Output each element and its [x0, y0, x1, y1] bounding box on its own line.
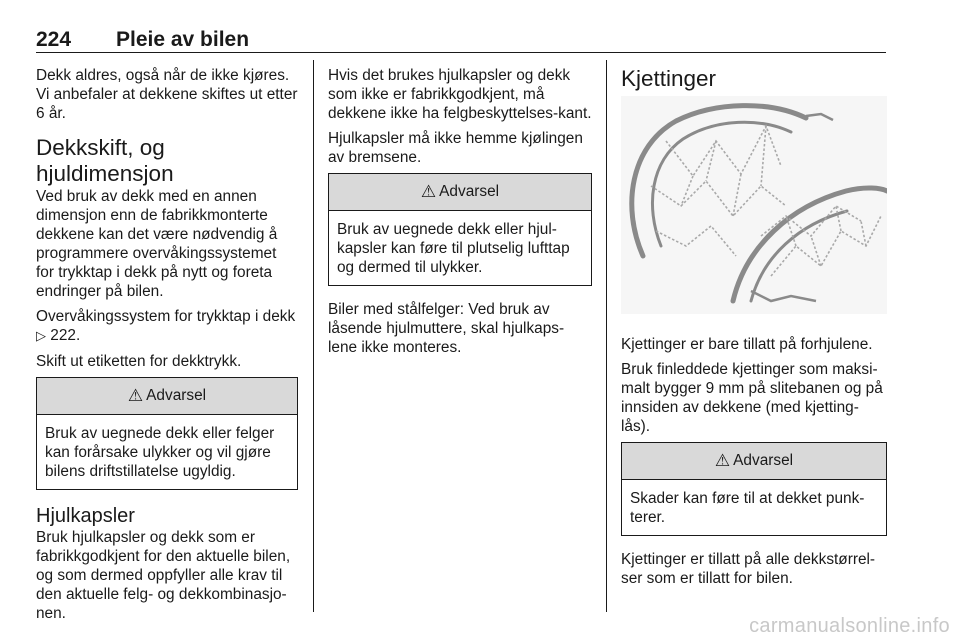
warning-triangle-icon: ⚠	[420, 182, 437, 202]
warning-triangle-icon: ⚠	[127, 386, 144, 406]
warning-box-header	[622, 443, 886, 480]
paragraph: Hvis det brukes hjulkapsler og dekk som ikke er fabrikkgodkjent, må dekkene ikke ha felgbeskyttelses-kant.	[328, 67, 592, 122]
page-header	[36, 28, 886, 53]
warning-text: Skader kan føre til at dekket punk-terer.	[630, 490, 865, 526]
warning-box-header	[329, 174, 591, 211]
page-reference-arrow-icon: ▷	[36, 329, 46, 344]
paragraph: Ved bruk av dekk med en annen dimensjon enn de fabrikkmonterte dekkene kan det være nødvendig å programmere overvåkingssystemet for trykktap i dekk på nytt og foreta endringer på bilen.	[36, 188, 278, 300]
section-title-chains: Kjettinger	[621, 66, 717, 91]
warning-text: Bruk av uegnede dekk eller felger kan forårsake ulykker og vil gjøre bilens driftstillatelse ugyldig.	[45, 425, 275, 480]
paragraph-reference	[36, 307, 298, 346]
snow-chains-illustration	[621, 96, 887, 314]
paragraph: Biler med stålfelger: Ved bruk av låsende hjulmuttere, skal hjulkaps-lene ikke monteres.	[328, 301, 565, 356]
column-divider	[313, 60, 314, 612]
intro-paragraph: Dekk aldres, også når de ikke kjøres. Vi anbefaler at dekkene skiftes ut etter 6 år.	[36, 67, 298, 122]
warning-title: Advarsel	[146, 387, 207, 404]
column-right	[621, 66, 887, 594]
reference-text: Overvåkingssystem for trykktap i dekk	[36, 308, 296, 325]
warning-triangle-icon: ⚠	[714, 451, 731, 471]
column-middle	[328, 66, 592, 363]
chapter-title: Pleie av bilen	[116, 28, 250, 51]
paragraph: Skift ut etiketten for dekktrykk.	[36, 353, 242, 370]
paragraph: Kjettinger er bare tillatt på forhjulene.	[621, 336, 873, 353]
paragraph: Hjulkapsler må ikke hemme kjølingen av bremsene.	[328, 130, 583, 166]
paragraph: Kjettinger er tillatt på alle dekkstørrel-ser som er tillatt for bilen.	[621, 551, 876, 587]
warning-box	[328, 173, 592, 286]
warning-text: Bruk av uegnede dekk eller hjul-kapsler kan føre til plutselig lufttap og dermed til ulykker.	[337, 221, 570, 276]
warning-title: Advarsel	[439, 183, 500, 200]
column-left	[36, 66, 298, 629]
warning-title: Advarsel	[733, 452, 794, 469]
column-divider	[606, 60, 607, 612]
page-number: 224	[36, 28, 72, 51]
section-title-wheel-covers: Hjulkapsler	[36, 505, 135, 527]
paragraph: Bruk hjulkapsler og dekk som er fabrikkgodkjent for den aktuelle bilen, og som dermed oppfyller alle krav til den aktuelle felg- og dekkombinasjo-nen.	[36, 529, 291, 622]
paragraph: Bruk finleddede kjettinger som maksi-malt bygger 9 mm på slitebanen og på innsiden av dekkene (med kjetting-lås).	[621, 361, 883, 435]
section-title-tire-change: Dekkskift, og hjuldimensjon	[36, 135, 174, 186]
watermark-text[interactable]: carmanualsonline.info	[749, 615, 950, 637]
warning-box	[36, 377, 298, 490]
warning-box	[621, 442, 887, 536]
reference-page-link[interactable]: 222.	[50, 327, 81, 344]
warning-box-header	[37, 378, 297, 415]
